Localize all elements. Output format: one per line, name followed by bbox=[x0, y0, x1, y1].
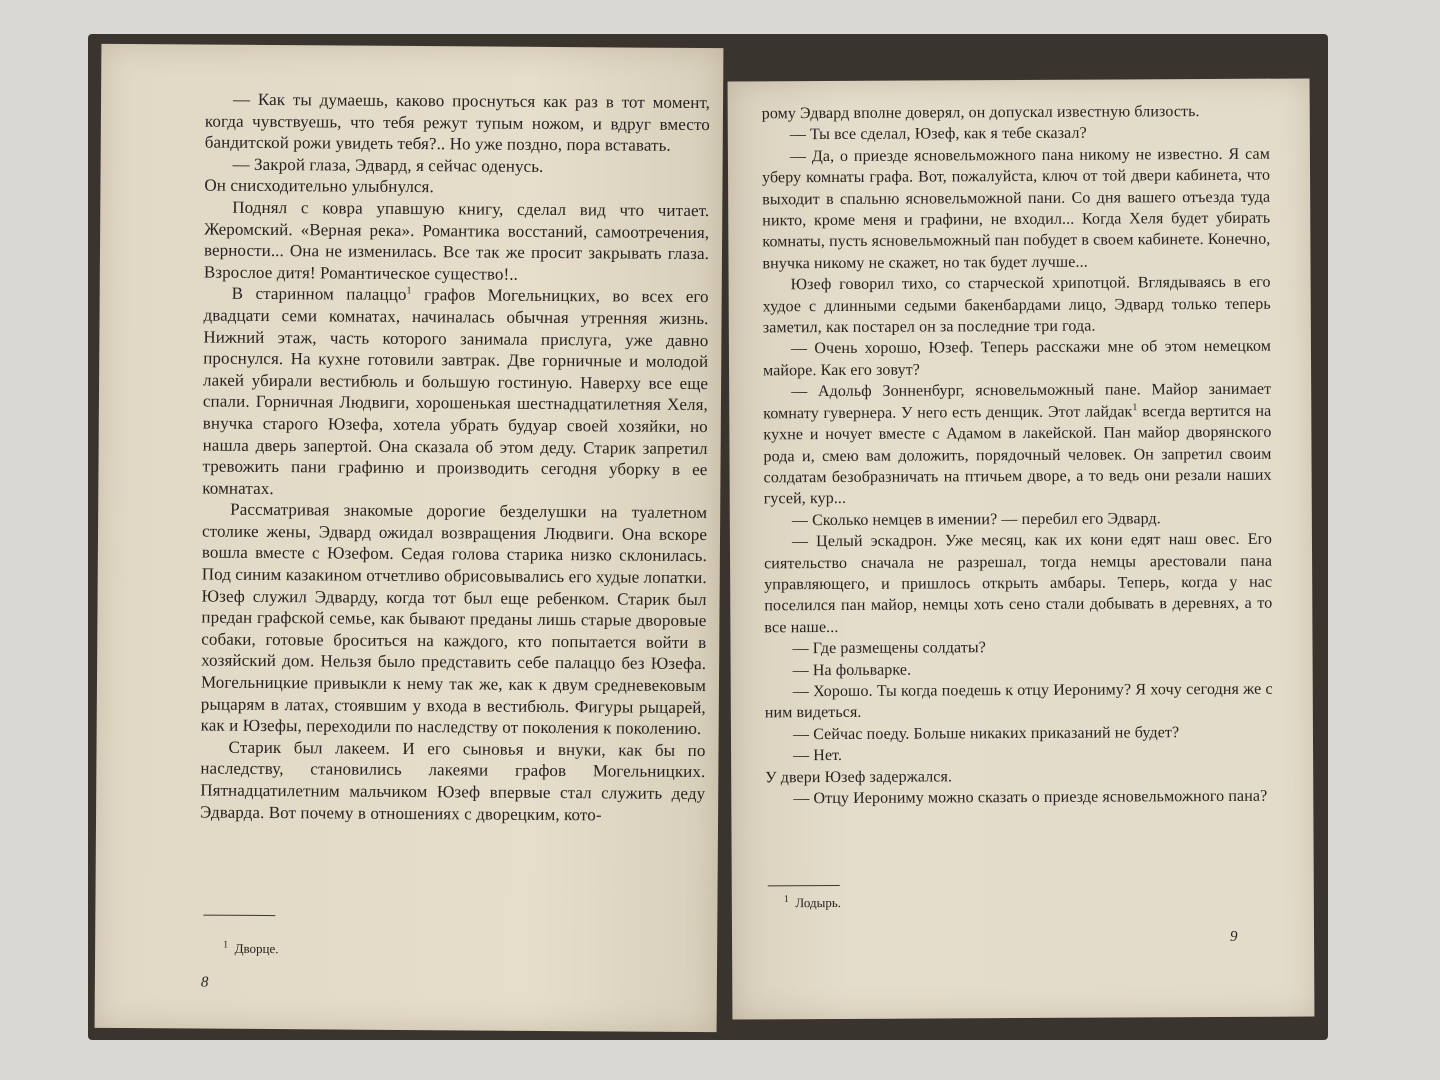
left-page bbox=[95, 44, 724, 1032]
page-number: 8 bbox=[200, 974, 209, 991]
paragraph: — Да, о приезде ясновельможного пана никому не известно. Я сам уберу комнаты графа. Вот, пожалуйста, ключ от той двери кабинета, что выходит в спальню ясновельможной пани. Со дня вашего отъезда туда никто, кроме меня и графини, не входил... Когда Хеля будет убирать комнаты, пусть ясновельможный пан побудет в своем кабинете. Конечно, внучка никому не скажет, но так будет лучше... bbox=[762, 145, 1271, 273]
paragraph: — Где размещены солдаты? bbox=[792, 639, 986, 658]
page-number: 9 bbox=[1229, 928, 1238, 945]
footnote-rule bbox=[768, 885, 840, 886]
paragraph: — Закрой глаза, Эдвард, я сейчас оденусь. bbox=[232, 154, 544, 176]
left-page-text bbox=[200, 89, 710, 827]
footnote-mark: 1 bbox=[406, 285, 412, 297]
paragraph: рому Эдвард вполне доверял, он допускал известную близость. bbox=[761, 103, 1200, 123]
footnote-rule bbox=[203, 915, 275, 917]
right-page bbox=[728, 78, 1315, 1019]
paragraph bbox=[763, 379, 1272, 510]
paragraph-text: Он снисходительно улыбнулся. bbox=[204, 175, 434, 197]
footnote-text: Дворце. bbox=[234, 940, 279, 957]
footnote-mark: 1 bbox=[783, 893, 789, 905]
paragraph: — Как ты думаешь, каково проснуться как раз в тот момент, когда чувствуешь, что тебя режут тупым ножом, и вдруг вместо бандитской рожи увидеть тебя?.. Но уже поздно, пора вставать. bbox=[204, 89, 711, 156]
paragraph: Старик был лакеем. И его сыновья и внуки, как бы по наследству, становились лакеями графов Могельницких. Пятнадцатилетним мальчиком Юзеф впервые стал служить деду Эдварда. Вот почему в отношениях с дворецким, кото- bbox=[200, 737, 706, 824]
paragraph-text: В старинном палаццо bbox=[231, 284, 407, 305]
paragraph: — На фольварке. bbox=[792, 661, 912, 679]
footnote bbox=[223, 941, 279, 957]
paragraph: — Сколько немцев в имении? — перебил его Эдвард. bbox=[791, 509, 1161, 529]
footnote-mark: 1 bbox=[223, 939, 229, 951]
paragraph: — Целый эскадрон. Уже месяц, как их кони едят наш овес. Его сиятельство сначала не разрешал, тогда немцы арестовали пана управляющего, и пришлось открыть амбары. Теперь, когда у нас поселился пан майор, немцы хоть сено стали добывать в деревнях, а то все наше... bbox=[764, 530, 1273, 637]
paragraph: У двери Юзеф задержался. bbox=[765, 767, 953, 786]
paragraph: Юзеф говорил тихо, со старческой хрипотцой. Вглядываясь в его худое с длинными седыми бакенбардами лицо, Эдвард только теперь заметил, как постарел он за последние три года. bbox=[762, 273, 1271, 337]
right-page-text bbox=[762, 101, 1274, 810]
paragraph bbox=[202, 283, 708, 502]
paragraph: — Отцу Иерониму можно сказать о приезде ясновельможного пана? bbox=[793, 787, 1268, 808]
paragraph: — Сейчас поеду. Больше никаких приказаний не будет? bbox=[792, 723, 1180, 743]
paragraph: — Нет. bbox=[793, 747, 843, 765]
paragraph: — Очень хорошо, Юзеф. Теперь расскажи мне об этом немецком майоре. Как его зовут? bbox=[763, 338, 1271, 380]
paragraph-text: — Адольф Зонненбург, ясновельможный пане. Майор занимает комнату гувернера. У него есть денщик. Этот лайдак bbox=[763, 380, 1272, 423]
paragraph: — Ты все сделал, Юзеф, как я тебе сказал? bbox=[789, 125, 1087, 144]
footnote-mark: 1 bbox=[1132, 401, 1138, 413]
paragraph-text: графов Могельницких, во всех его двадцати семи комнатах, начиналась обычная утренняя жизнь. Нижний этаж, часть которого занимала прислуга, уже давно проснулся. На кухне готовили завтрак. Две горничные и молодой лакей убирали вестибюль и большую гостиную. Наверху все еще спали. Горничная Людвиги, хорошенькая шестнадцатилетняя Хеля, внучка старого Юзефа, хотела убрать будуар своей хозяйки, но нашла дверь запертой. Она сказала об этом деду. Старик запретил тревожить пани графиню и производить сегодня уборку в ее комнатах. bbox=[202, 285, 709, 498]
paragraph-text: всегда вертится на кухне и ночует вместе с Адамом в лакейской. Пан майор дворянского рода и, смею вам доложить, порядочный человек. Он запретил своим солдатам безобразничать на птичьем дворе, а то ведь они резали наших гусей, кур... bbox=[763, 402, 1272, 508]
footnote-text: Лодырь. bbox=[795, 894, 842, 911]
paragraph: Рассматривая знакомые дорогие безделушки на туалетном столике жены, Эдвард ожидал возвращения Людвиги. Она вскоре вошла вместе с Юзефом. Седая голова старика низко склонилась. Под синим казакином отчетливо обрисовывались его худые лопатки. Юзеф служил Эдварду, когда тот был еще ребенком. Старик был предан графской семье, как бывают преданы лишь старые дворовые собаки, готовые броситься на каждого, кто попытается войти в хозяйский дом. Нельзя было представить себе палаццо без Юзефа. Могельницкие привыкли к нему так же, как к двум средневековым рыцарям в латах, стоявшим у входа в вестибюль. Фигуры рыцарей, как и Юзефы, переходили по наследству от поколения к поколению. bbox=[200, 500, 708, 739]
paragraph: Поднял с ковра упавшую книгу, сделал вид что читает. Жеромский. «Верная река». Романтика восстаний, самоотречения, верности... Она не изменилась. Все так же просит закрывать глаза. Взрослое дитя! Романтическое существо!.. bbox=[203, 197, 710, 284]
footnote bbox=[784, 895, 841, 911]
paragraph: — Хорошо. Ты когда поедешь к отцу Иерониму? Я хочу сегодня же с ним видеться. bbox=[764, 680, 1273, 722]
